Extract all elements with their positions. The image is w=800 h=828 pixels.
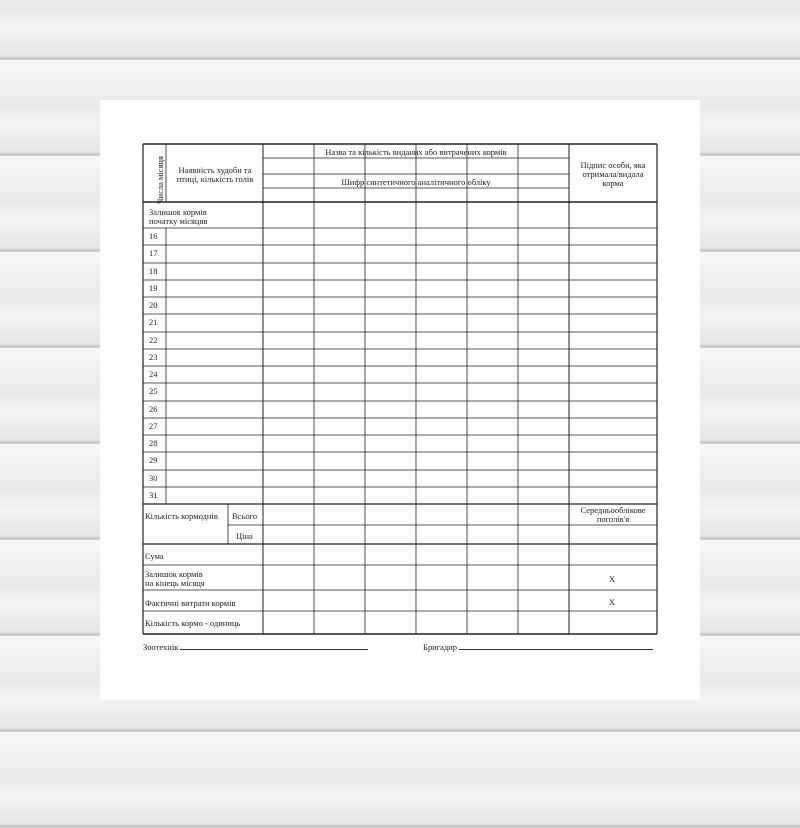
sum-label: Сума <box>145 551 164 561</box>
account-code-header: Шифр синтетичного аналітичного обліку <box>341 177 491 187</box>
day-label: 18 <box>149 266 158 276</box>
foreman-signature-line <box>459 649 653 650</box>
closing-balance-label: Залишок кормів на кінець місяця <box>145 569 205 588</box>
day-label: 22 <box>149 335 158 345</box>
day-label: 23 <box>149 352 158 362</box>
actual-mark: X <box>609 597 616 607</box>
days-of-month-header: Числа місяця <box>155 156 165 204</box>
foreman-signature-field[interactable] <box>423 642 653 652</box>
feed-register-form <box>143 144 657 634</box>
total-label: Всього <box>232 511 258 521</box>
plank <box>0 732 800 828</box>
day-label: 30 <box>149 473 158 483</box>
livestock-header: Наявність худоби та птиці, кількість голів <box>176 165 254 184</box>
day-label: 28 <box>149 438 158 448</box>
zootechnician-signature-line <box>180 649 368 650</box>
day-label: 25 <box>149 386 158 396</box>
day-label: 31 <box>149 490 158 500</box>
day-label: 29 <box>149 455 158 465</box>
closing-mark: X <box>609 574 616 584</box>
signature-header: Підпис особи, яка отримала/видала корма <box>580 160 646 188</box>
day-label: 17 <box>149 248 158 258</box>
feed-names-header: Назва та кількість виданих або витрачених кормів <box>325 147 507 157</box>
day-label: 21 <box>149 317 158 327</box>
opening-balance-label: Залишок кормів початку місяцяв <box>149 207 208 226</box>
plank <box>0 0 800 60</box>
day-label: 26 <box>149 404 158 414</box>
feed-units-label: Кількість кормо - одиниць <box>145 618 241 628</box>
feed-days-label: Кількість кормоднів <box>145 511 218 521</box>
actual-expenses-label: Фактичні витрати кормів <box>145 598 236 608</box>
zootechnician-signature-field[interactable] <box>143 642 368 652</box>
zootechnician-label: Зоотехнік <box>143 642 179 652</box>
average-herd-label: Середньооблікове поголів'я <box>580 505 646 524</box>
day-label: 19 <box>149 283 158 293</box>
day-label: 24 <box>149 369 158 379</box>
price-label: Ціна <box>236 531 253 541</box>
day-label: 20 <box>149 300 158 310</box>
day-label: 27 <box>149 421 158 431</box>
foreman-label: Бригадир <box>423 642 458 652</box>
form-grid-lines <box>143 144 657 634</box>
day-label: 16 <box>149 231 158 241</box>
